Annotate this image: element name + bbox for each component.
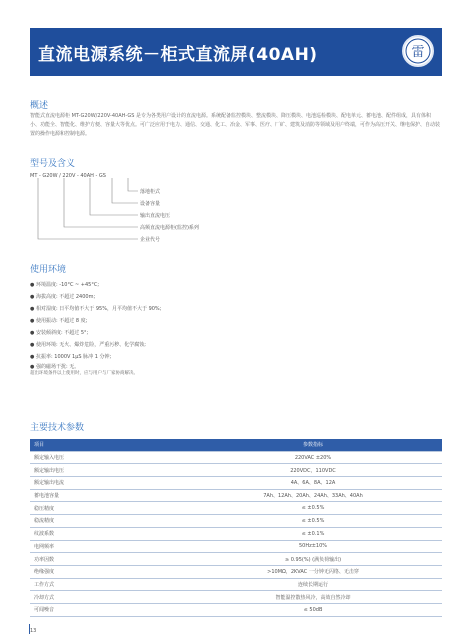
spec-value: 智能温控散热风冷，高效自然冷却 [184,591,442,604]
model-code: MT - G20W / 220V - 40AH - GS [30,173,106,179]
env-item: ● 环境温度: -10°C ~ +45°C; [30,282,100,288]
env-item: ● 海拔高度: 不超过 2400m; [30,294,96,300]
spec-value: ≤ ±0.5% [184,515,442,528]
spec-row [30,489,442,502]
page-number: 13 [30,628,37,634]
spec-row [30,464,442,477]
spec-value: >10MΩ，2KVAC 一分钟无闪络、无击穿 [184,565,442,578]
spec-value: 4A、6A、8A、12A [184,477,442,490]
spec-name: 纹波系数 [30,527,184,540]
spec-value: 220VDC，110VDC [184,464,442,477]
spec-name: 工作方式 [30,578,184,591]
model-label-4: 高频直流电源柜(监控)系列 [140,225,199,231]
spec-row [30,565,442,578]
specs-heading: 主要技术参数 [30,423,85,433]
logo-emblem-icon [404,37,432,65]
model-label-3: 输出直流电压 [140,213,171,219]
spec-name: 额定输入电压 [30,451,184,464]
spec-table-header [30,439,442,451]
company-logo [402,35,434,67]
logo-char: 雷 [411,45,425,60]
spec-value: 220VAC ±20% [184,451,442,464]
spec-value: 7Ah、12Ah、20Ah、24Ah、33Ah、40Ah [184,489,442,502]
spec-name: 功率因数 [30,553,184,566]
spec-row [30,515,442,528]
page-title: 直流电源系统－柜式直流屏(40AH) [38,45,318,65]
spec-row [30,591,442,604]
spec-value: ≤ 50dB [184,603,442,616]
environment-heading: 使用环境 [30,265,67,275]
overview-text: 智能式直流电源柜 MT-G20W/220V-40AH-GS 是专为各类用户设计的直流电源。系统配备监控模块、整流模块、降压模块、电池巡检模块、配电单元、蓄电池、配件组成，具有体积小、功能全、智能化、维护方便、容量大等优点。可广泛应用于电力、通信、交通、化工、冶金、军事、医疗、厂矿、建筑及消防等领域及用户终端，可作为高压开关、继电保护、自动装置的操作电源和控制电源。 [30,113,441,137]
env-item: ● 使用环境: 无火、爆炸危险，严重污秽、化学腐蚀; [30,342,146,348]
spec-row [30,502,442,515]
spec-name: 电网频率 [30,540,184,553]
spec-name: 额定输出电压 [30,464,184,477]
spec-table [30,439,442,617]
model-label-1: 落地柜式 [140,189,161,195]
model-label-2: 设备容量 [140,201,161,207]
spec-row [30,603,442,616]
spec-row [30,553,442,566]
spec-value: ≥ 0.95(%) (满负荷输出) [184,553,442,566]
spec-value: 50Hz±10% [184,540,442,553]
spec-name: 蓄电池容量 [30,489,184,502]
spec-value: ≤ ±0.1% [184,527,442,540]
spec-name: 额定输出电流 [30,477,184,490]
spec-value: ≤ ±0.5% [184,502,442,515]
env-item: ● 强的磁场干扰: 无。 [30,364,80,370]
spec-row [30,540,442,553]
spec-row [30,477,442,490]
model-heading: 型号及含义 [30,159,76,169]
spec-name: 稳流精度 [30,515,184,528]
spec-row [30,451,442,464]
model-label-5: 企业代号 [140,237,161,243]
environment-note: 超出环境条件以上使用时，应与用户与厂家协商解决。 [30,371,138,376]
spec-name: 可闻噪音 [30,603,184,616]
title-banner [30,28,442,76]
spec-name: 稳压精度 [30,502,184,515]
env-item: ● 使用振动: 不超过 8 度; [30,318,88,324]
env-item: ● 安装倾斜度: 不超过 5°; [30,330,89,336]
spec-name: 冷却方式 [30,591,184,604]
overview-heading: 概述 [30,101,49,111]
spec-row [30,527,442,540]
spec-value: 连续长期运行 [184,578,442,591]
spec-name: 绝缘强度 [30,565,184,578]
env-item: ● 相对湿度: 日平均值不大于 95%，月平均值不大于 90%; [30,306,162,312]
env-item: ● 抗振率: 1000V 1μS 脉冲 1 分钟; [30,354,112,360]
spec-col-value: 参数指标 [184,439,442,451]
spec-col-item: 项目 [30,439,184,451]
spec-row [30,578,442,591]
